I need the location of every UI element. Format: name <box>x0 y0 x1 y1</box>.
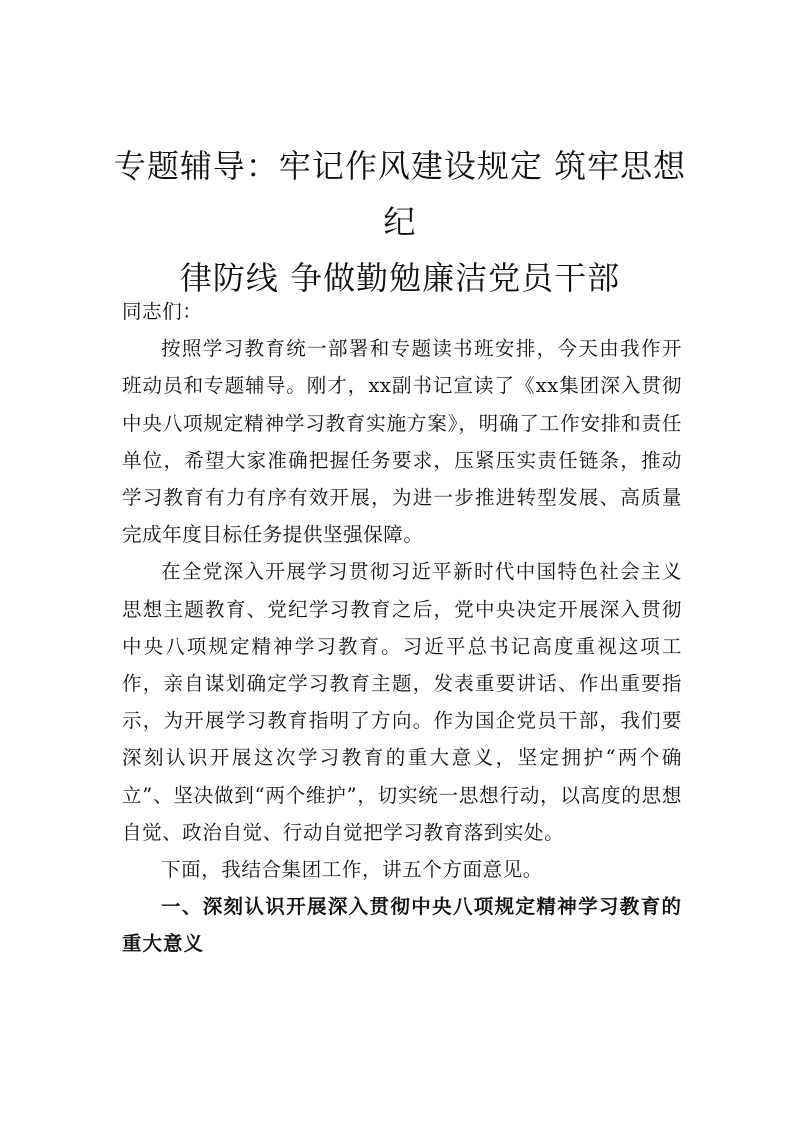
title-line-1: 专题辅导：牢记作风建设规定 筑牢思想纪 <box>113 147 687 241</box>
section-heading: 一、深刻认识开展深入贯彻中央八项规定精神学习教育的重大意义 <box>122 895 682 956</box>
paragraph-2: 在全党深入开展学习贯彻习近平新时代中国特色社会主义思想主题教育、党纪学习教育之后，党中央决定开展深入贯彻中央八项规定精神学习教育。习近平总书记高度重视这项工作，亲自谋划确定学习教育主题，发表重要讲话、作出重要指示，为开展学习教育指明了方向。作为国企党员干部，我们要深刻认识开展这次学习教育的重大意义，坚定拥护“两个确立”、坚决做到“两个维护”，切实统一思想行动，以高度的思想自觉、政治自觉、行动自觉把学习教育落到实处。 <box>122 560 682 844</box>
title-line-2: 律防线 争做勤勉廉洁党员干部 <box>179 259 621 297</box>
document-title <box>100 138 700 306</box>
paragraph-1: 按照学习教育统一部署和专题读书班安排，今天由我作开班动员和专题辅导。刚才，xx副书记宣读了《xx集团深入贯彻中央八项规定精神学习教育实施方案》，明确了工作安排和责任单位，希望大家准确把握任务要求，压紧压实责任链条，推动学习教育有力有序有效开展，为进一步推进转型发展、高质量完成年度目标任务提供坚强保障。 <box>122 337 682 547</box>
document-body <box>122 293 682 963</box>
paragraph-3: 下面，我结合集团工作，讲五个方面意见。 <box>161 858 543 882</box>
salutation: 同志们： <box>122 300 203 323</box>
